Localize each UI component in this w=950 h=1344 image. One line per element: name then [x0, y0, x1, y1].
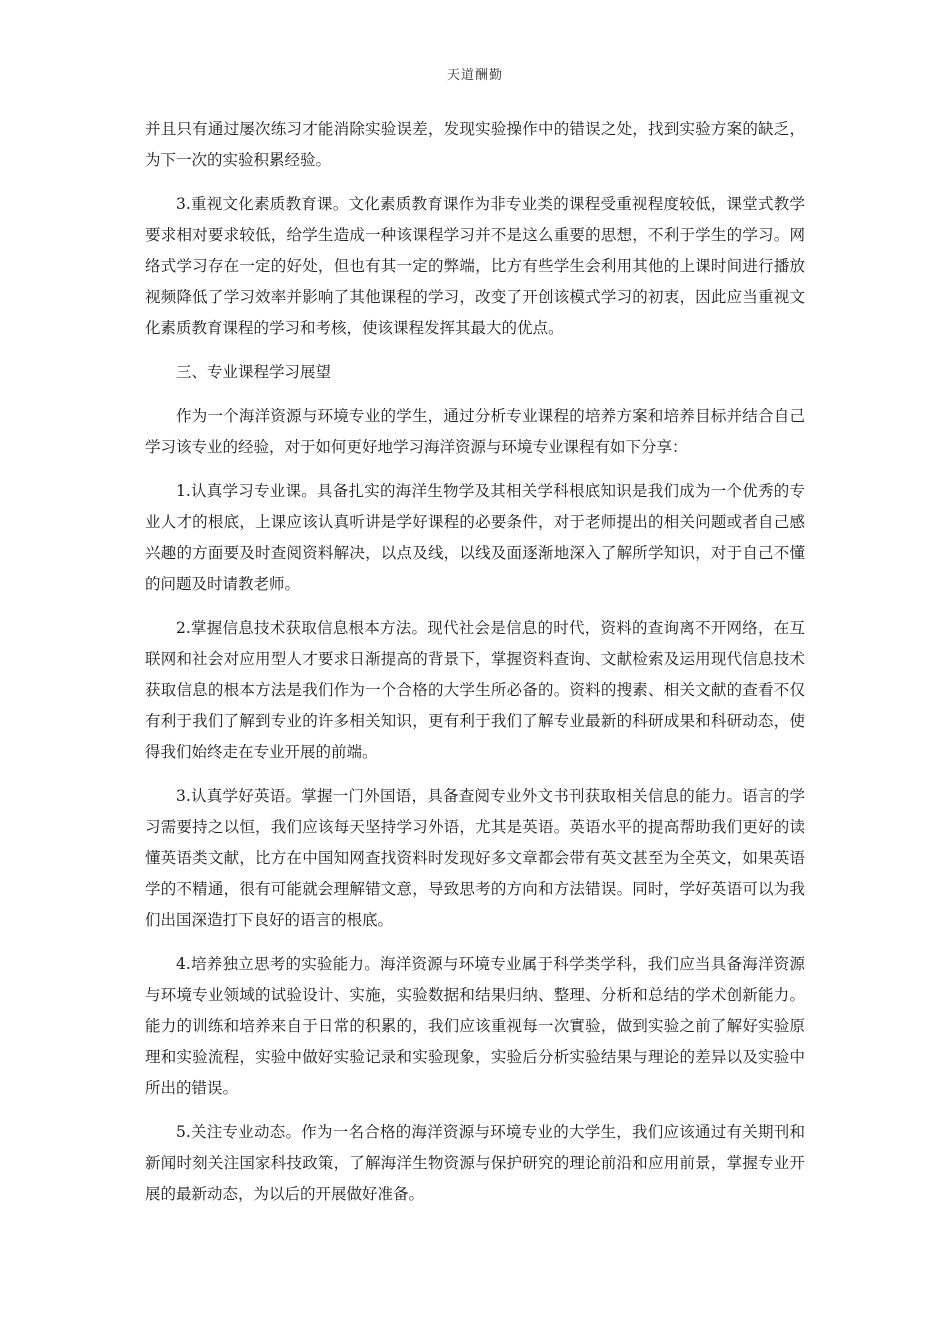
paragraph-item-2: 2.掌握信息技术获取信息根本方法。现代社会是信息的时代，资料的查询离不开网络，在互联网和社会对应用型人才要求日渐提高的背景下，掌握资料查询、文献检索及运用现代信息技术获取信息的根本方法是我们作为一个合格的大学生所必备的。资料的搜素、相关文献的查看不仅有利于我们了解到专业的许多相关知识，更有利于我们了解专业最新的科研成果和科研动态，使得我们始终走在专业开展的前端。 [145, 619, 805, 761]
paragraph-item-4: 4.培养独立思考的实验能力。海洋资源与环境专业属于科学类学科，我们应当具备海洋资源与环境专业领域的试验设计、实施，实验数据和结果归纳、整理、分析和总结的学术创新能力。能力的训练和培养来自于日常的积累的，我们应该重视每一次實验，做到实验之前了解好实验原理和实验流程，实验中做好实验记录和实验现象，实验后分析实验结果与理论的差异以及实验中所出的错误。 [145, 955, 805, 1097]
paragraph-continuation: 并且只有通过屡次练习才能消除实验误差，发现实验操作中的错误之处，找到实验方案的缺乏，为下一次的实验积累经验。 [145, 120, 805, 169]
paragraph-item-5: 5.关注专业动态。作为一名合格的海洋资源与环境专业的大学生，我们应该通过有关期刊和新闻时刻关注国家科技政策，了解海洋生物资源与保护研究的理论前沿和应用前景，掌握专业开展的最新动态，为以后的开展做好准备。 [145, 1123, 805, 1203]
paragraph-intro: 作为一个海洋资源与环境专业的学生，通过分析专业课程的培养方案和培养目标并结合自己学习该专业的经验，对于如何更好地学习海洋资源与环境专业课程有如下分享： [145, 407, 805, 456]
section-heading-outlook: 三、专业课程学习展望 [176, 363, 332, 381]
paragraph-culture-courses: 3.重视文化素质教育课。文化素质教育课作为非专业类的课程受重视程度较低，课堂式教学要求相对要求较低，给学生造成一种该课程学习并不是这么重要的思想，不利于学生的学习。网络式学习存在一定的好处，但也有其一定的弊端，比方有些学生会利用其他的上课时间进行播放视频降低了学习效率并影响了其他课程的学习，改变了开创该模式学习的初衷，因此应当重视文化素质教育课程的学习和考核，使该课程发挥其最大的优点。 [145, 195, 805, 337]
paragraph-item-3: 3.认真学好英语。掌握一门外国语，具备查阅专业外文书刊获取相关信息的能力。语言的学习需要持之以恒，我们应该每天坚持学习外语，尤其是英语。英语水平的提高帮助我们更好的读懂英语类文献，比方在中国知网查找资料时发现好多文章都会带有英文甚至为全英文，如果英语学的不精通，很有可能就会理解错文意，导致思考的方向和方法错误。同时，学好英语可以为我们出国深造打下良好的语言的根底。 [145, 787, 805, 929]
document-body [145, 114, 805, 1210]
page-header: 天道酬勤 [446, 68, 503, 83]
paragraph-item-1: 1.认真学习专业课。具备扎实的海洋生物学及其相关学科根底知识是我们成为一个优秀的专业人才的根底，上课应该认真听讲是学好课程的必要条件，对于老师提出的相关问题或者自己感兴趣的方面要及时查阅资料解决，以点及线，以线及面逐渐地深入了解所学知识，对于自己不懂的问题及时请教老师。 [145, 482, 805, 593]
